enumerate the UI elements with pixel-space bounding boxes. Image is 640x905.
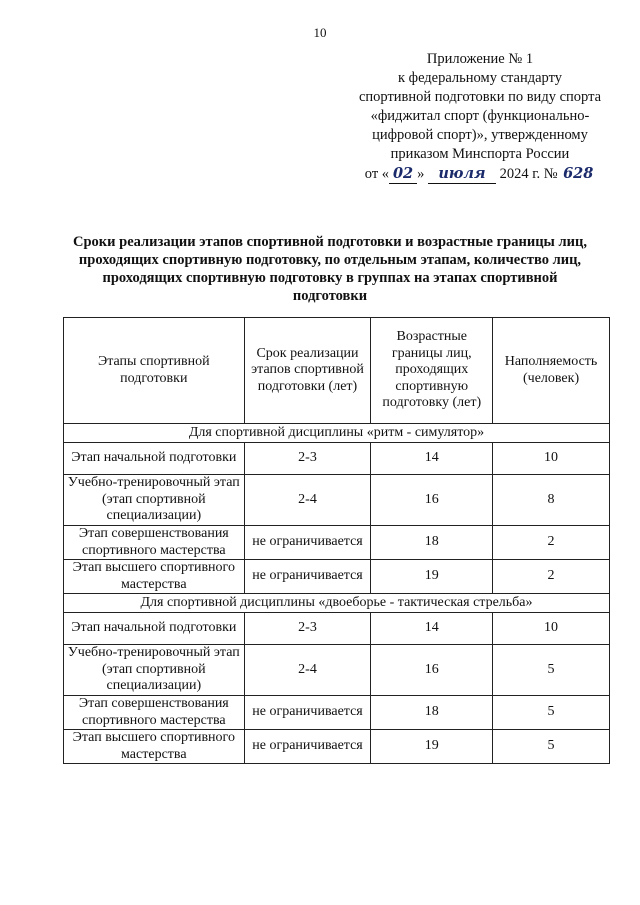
duration-cell: не ограничивается <box>244 730 371 764</box>
column-header: Возрастные границы лиц, проходящих спортивную подготовку (лет) <box>371 318 493 424</box>
stage-cell: Этап высшего спортивного мастерства <box>64 730 245 764</box>
stage-cell: Этап высшего спортивного мастерства <box>64 560 245 594</box>
table-row <box>64 443 610 475</box>
stage-cell: Учебно-тренировочный этап (этап спортивной специализации) <box>64 475 245 526</box>
date-prefix: от « <box>364 166 390 182</box>
table-row <box>64 475 610 526</box>
age-cell: 14 <box>371 613 493 645</box>
title-line: проходящих спортивную подготовку в группах на этапах спортивной <box>102 270 558 286</box>
duration-cell: 2-4 <box>244 475 371 526</box>
title-line: Сроки реализации этапов спортивной подготовки и возрастные границы лиц, <box>73 234 587 250</box>
annex-line: спортивной подготовки по виду спорта <box>358 89 602 105</box>
annex-line: приказом Минспорта России <box>390 146 570 162</box>
table-row <box>64 730 610 764</box>
duration-cell: 2-4 <box>244 645 371 696</box>
handwritten-month: июля <box>428 164 496 184</box>
stage-cell: Этап совершенствования спортивного мастерства <box>64 526 245 560</box>
table-row <box>64 696 610 730</box>
date-year: 2024 г. № <box>499 166 558 182</box>
annex-line: к федеральному стандарту <box>398 70 562 86</box>
table-row <box>64 526 610 560</box>
section-title: Для спортивной дисциплины «ритм - симулятор» <box>64 424 610 443</box>
section-header-row <box>64 594 610 613</box>
age-cell: 19 <box>371 730 493 764</box>
age-cell: 16 <box>371 645 493 696</box>
handwritten-day: 02 <box>389 164 417 184</box>
annex-line: «фиджитал спорт (функционально- <box>370 108 590 124</box>
occupancy-cell: 2 <box>493 526 610 560</box>
age-cell: 18 <box>371 696 493 730</box>
stage-cell: Этап начальной подготовки <box>64 443 245 475</box>
occupancy-cell: 8 <box>493 475 610 526</box>
table-header-row <box>64 318 610 424</box>
column-header: Срок реализации этапов спортивной подготовки (лет) <box>244 318 371 424</box>
column-header: Наполняемость (человек) <box>493 318 610 424</box>
stage-cell: Этап совершенствования спортивного мастерства <box>64 696 245 730</box>
duration-cell: не ограничивается <box>244 526 371 560</box>
table-row <box>64 560 610 594</box>
table-row <box>64 645 610 696</box>
occupancy-cell: 5 <box>493 730 610 764</box>
occupancy-cell: 5 <box>493 645 610 696</box>
occupancy-cell: 2 <box>493 560 610 594</box>
annex-block <box>345 50 615 184</box>
order-date-line <box>345 164 615 184</box>
page-number: 10 <box>313 25 327 40</box>
age-cell: 18 <box>371 526 493 560</box>
column-header: Этапы спортивной подготовки <box>64 318 245 424</box>
title-line: проходящих спортивную подготовку, по отдельным этапам, количество лиц, <box>78 252 582 268</box>
section-title: Для спортивной дисциплины «двоеборье - тактическая стрельба» <box>64 594 610 613</box>
stages-table <box>63 317 610 764</box>
title-line: подготовки <box>292 288 368 304</box>
occupancy-cell: 10 <box>493 613 610 645</box>
annex-line: Приложение № 1 <box>426 51 534 67</box>
stage-cell: Учебно-тренировочный этап (этап спортивной специализации) <box>64 645 245 696</box>
duration-cell: не ограничивается <box>244 696 371 730</box>
handwritten-order-number: 628 <box>563 165 594 182</box>
age-cell: 19 <box>371 560 493 594</box>
stage-cell: Этап начальной подготовки <box>64 613 245 645</box>
annex-line: цифровой спорт)», утвержденному <box>372 127 588 143</box>
age-cell: 14 <box>371 443 493 475</box>
occupancy-cell: 5 <box>493 696 610 730</box>
table-row <box>64 613 610 645</box>
section-header-row <box>64 424 610 443</box>
occupancy-cell: 10 <box>493 443 610 475</box>
document-title <box>60 233 600 305</box>
duration-cell: 2-3 <box>244 443 371 475</box>
date-mid: » <box>417 166 425 182</box>
duration-cell: не ограничивается <box>244 560 371 594</box>
age-cell: 16 <box>371 475 493 526</box>
duration-cell: 2-3 <box>244 613 371 645</box>
